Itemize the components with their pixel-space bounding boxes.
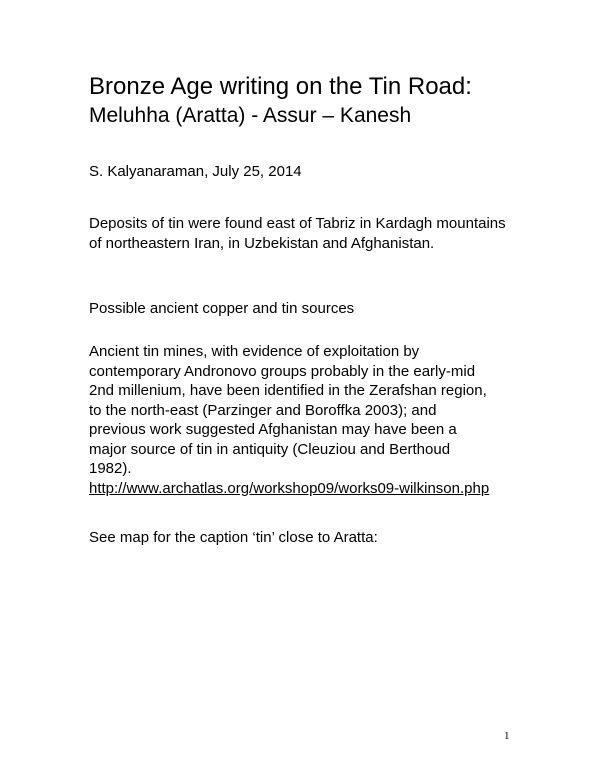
- author-date-line: S. Kalyanaraman, July 25, 2014: [89, 163, 302, 180]
- paragraph-sources-heading: Possible ancient copper and tin sources: [89, 300, 355, 317]
- paragraph-map-caption: See map for the caption ‘tin’ close to Aratta:: [89, 529, 378, 546]
- text-line: Ancient tin mines, with evidence of exploitation by: [89, 343, 420, 360]
- title-line-2: Meluhha (Aratta) - Assur – Kanesh: [89, 104, 412, 127]
- text-line: major source of tin in antiquity (Cleuziou and Berthoud: [89, 440, 451, 458]
- title-line-1: Bronze Age writing on the Tin Road:: [89, 73, 472, 100]
- text-line: to the north-east (Parzinger and Boroffka 2003); and: [89, 401, 437, 419]
- text-line: 2nd millenium, have been identified in the Zerafshan region,: [89, 382, 487, 399]
- paragraph-ancient-tin-mines: [89, 342, 519, 498]
- paragraph-tin-deposits: Deposits of tin were found east of Tabriz in Kardagh mountains of northeastern Iran, in Uzbekistan and Afghanistan.: [89, 215, 506, 252]
- archatlas-link[interactable]: http://www.archatlas.org/workshop09/works09-wilkinson.php: [89, 479, 490, 497]
- text-line: contemporary Andronovo groups probably in the early-mid: [89, 362, 476, 380]
- text-line: previous work suggested Afghanistan may have been a: [89, 421, 457, 438]
- page-number: 1: [504, 730, 510, 742]
- text-line: 1982).: [89, 460, 132, 477]
